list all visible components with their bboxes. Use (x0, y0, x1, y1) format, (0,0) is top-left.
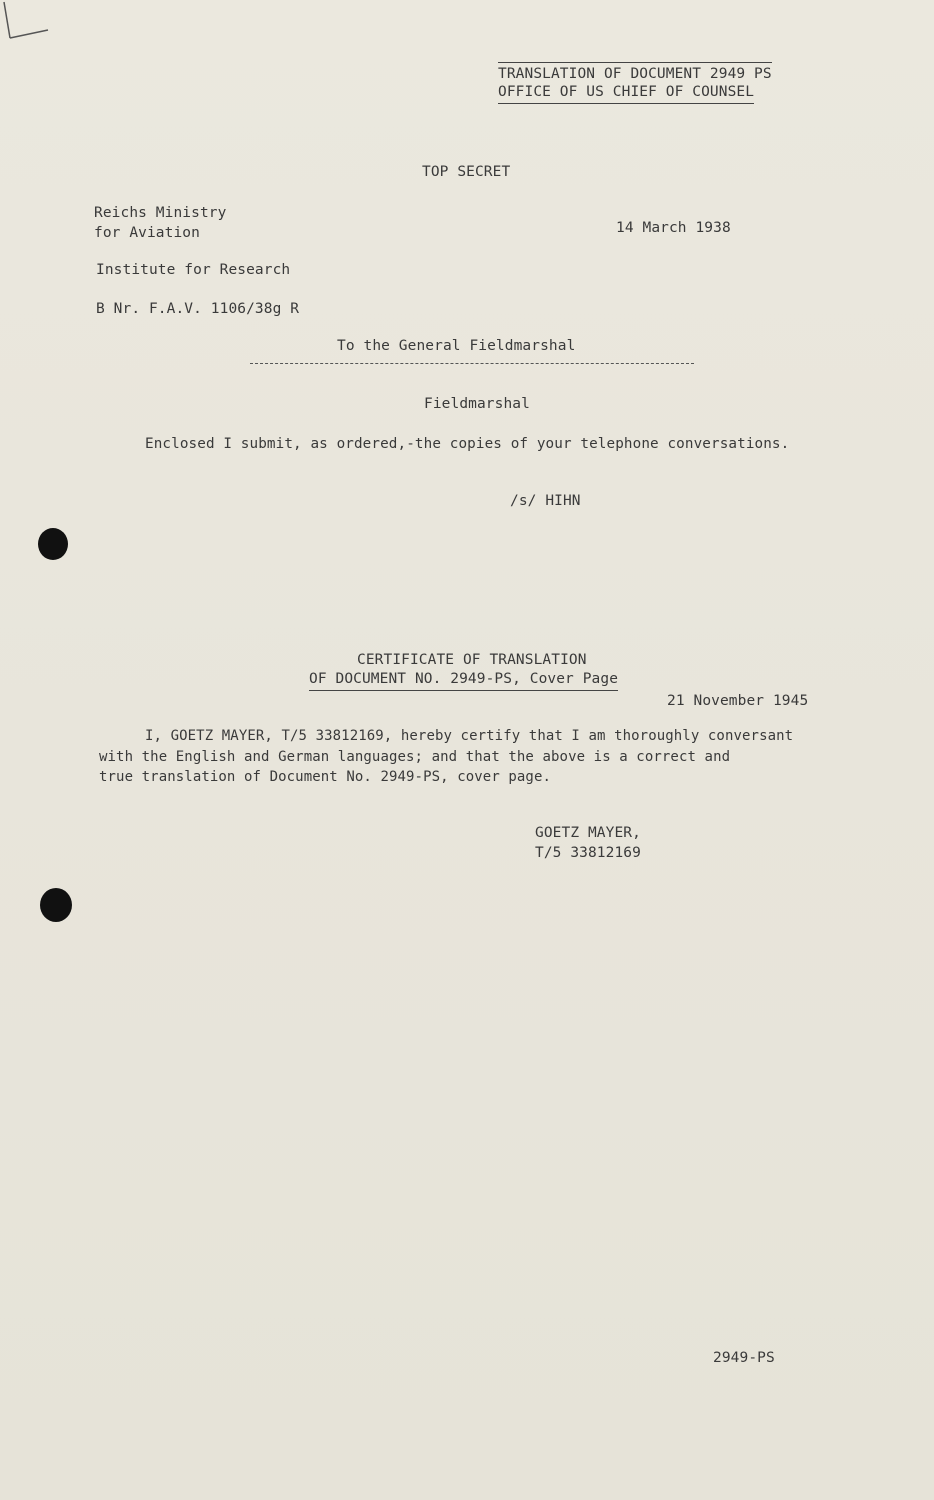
signer-name: GOETZ MAYER, (535, 825, 641, 841)
corner-pencil-mark (0, 0, 60, 50)
header-translation-line: TRANSLATION OF DOCUMENT 2949 PS (498, 62, 772, 85)
certificate-text-line-1: I, GOETZ MAYER, T/5 33812169, hereby certify that I am thoroughly conversant (145, 728, 794, 744)
certificate-document-line: OF DOCUMENT NO. 2949-PS, Cover Page (309, 669, 618, 691)
letter-body: Enclosed I submit, as ordered,-the copies of your telephone conversations. (145, 436, 790, 452)
certificate-text-line-3: true translation of Document No. 2949-PS, cover page. (99, 769, 552, 785)
sender-ministry: Reichs Ministry (94, 205, 227, 221)
certificate-title: CERTIFICATE OF TRANSLATION (357, 652, 587, 668)
punch-hole-upper (38, 528, 68, 560)
salutation: Fieldmarshal (424, 396, 530, 412)
reference-number: B Nr. F.A.V. 1106/38g R (96, 301, 300, 317)
punch-hole-lower (40, 888, 72, 922)
classification-label: TOP SECRET (422, 164, 511, 180)
sender-institute: Institute for Research (96, 262, 291, 278)
footer-document-number: 2949-PS (713, 1350, 775, 1366)
certificate-date: 21 November 1945 (667, 693, 809, 709)
addressee-line: To the General Fieldmarshal (337, 338, 576, 354)
certificate-text-line-2: with the English and German languages; and that the above is a correct and (99, 749, 731, 765)
sender-aviation: for Aviation (94, 225, 200, 241)
signature-line: /s/ HIHN (510, 493, 581, 509)
letter-date: 14 March 1938 (616, 220, 731, 236)
header-office-line: OFFICE OF US CHIEF OF COUNSEL (498, 82, 754, 104)
signer-id: T/5 33812169 (535, 845, 641, 861)
separator-dashes (250, 363, 694, 364)
